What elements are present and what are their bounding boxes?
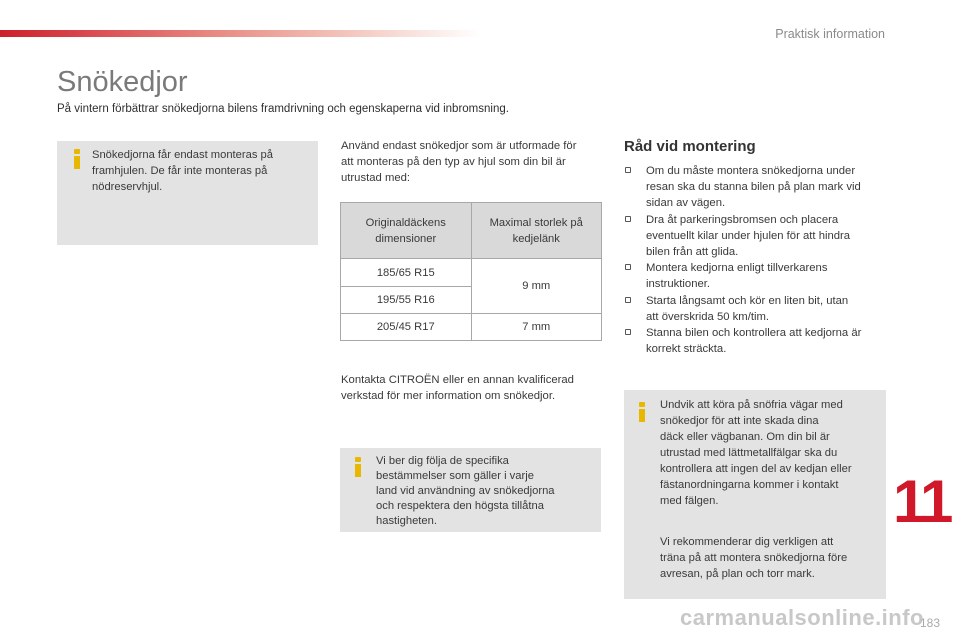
- info-line: snökedjor för att inte skada dina: [660, 415, 819, 427]
- text-line: utrustad med:: [341, 172, 411, 184]
- info-text: [92, 147, 312, 195]
- list-item: Montera kedjorna enligt tillverkarens instruktioner.: [624, 260, 889, 292]
- info-box-regulations: [340, 448, 601, 532]
- checkbox-bullet-icon: [625, 264, 631, 270]
- info-line: med fälgen.: [660, 495, 719, 507]
- info-text: [660, 534, 882, 582]
- info-line: avresan, på plan och torr mark.: [660, 568, 815, 580]
- chain-size-table: [340, 202, 602, 341]
- info-line: utrustad med lättmetallfälgar ska du: [660, 447, 838, 459]
- list-item: Starta långsamt och kör en liten bit, utan att överskrida 50 km/tim.: [624, 293, 889, 325]
- text-line: Kontakta CITROËN eller en annan kvalificerad: [341, 374, 574, 386]
- chapter-number: 11: [893, 468, 951, 535]
- advice-heading: Råd vid montering: [624, 138, 756, 155]
- info-box-snow-free-roads: [624, 390, 886, 599]
- chain-usage-text: [341, 138, 606, 186]
- contact-text: [341, 372, 606, 404]
- page-title: Snökedjor: [57, 66, 188, 98]
- info-line: kontrollera att ingen del av kedjan eller: [660, 463, 852, 475]
- info-line: Vi ber dig följa de specifika: [376, 455, 509, 467]
- list-item: Stanna bilen och kontrollera att kedjorna är korrekt sträckta.: [624, 325, 889, 357]
- info-line: däck eller vägbanan. Om din bil är: [660, 431, 830, 443]
- text-line: att monteras på den typ av hjul som din bil är: [341, 156, 566, 168]
- table-cell-size: 7 mm: [471, 314, 602, 341]
- checkbox-bullet-icon: [625, 329, 631, 335]
- table-header-link-size: Maximal storlek på kedjelänk: [471, 203, 602, 259]
- info-icon: [353, 457, 363, 477]
- info-icon: [637, 402, 647, 422]
- info-line: Undvik att köra på snöfria vägar med: [660, 399, 843, 411]
- intro-text: På vintern förbättrar snökedjorna bilens framdrivning och egenskaperna vid inbromsning.: [57, 103, 509, 115]
- list-item: Om du måste montera snökedjorna under resan ska du stanna bilen på plan mark vid sidan av vägen.: [624, 163, 889, 212]
- info-line: nödreservhjul.: [92, 181, 163, 193]
- info-line: framhjulen. De får inte monteras på: [92, 165, 268, 177]
- table-cell-tire: 205/45 R17: [341, 314, 472, 341]
- text-line: Använd endast snökedjor som är utformade för: [341, 140, 577, 152]
- text-line: verkstad för mer information om snökedjor.: [341, 390, 556, 402]
- info-line: Vi rekommenderar dig verkligen att: [660, 536, 834, 548]
- page-number: 183: [919, 616, 940, 630]
- info-line: land vid användning av snökedjorna: [376, 485, 555, 497]
- watermark: carmanualsonline.info: [680, 605, 924, 630]
- table-row: [341, 314, 602, 341]
- info-line: bestämmelser som gäller i varje: [376, 470, 534, 482]
- table-cell-size: 9 mm: [471, 259, 602, 314]
- table-header-tire: Originaldäckens dimensioner: [341, 203, 472, 259]
- checkbox-bullet-icon: [625, 167, 631, 173]
- info-text: [660, 397, 882, 509]
- info-line: och respektera den högsta tillåtna: [376, 500, 544, 512]
- list-item: Dra åt parkeringsbromsen och placera eventuellt kilar under hjulen för att hindra bilen från att glida.: [624, 212, 889, 261]
- checkbox-bullet-icon: [625, 297, 631, 303]
- info-line: Snökedjorna får endast monteras på: [92, 149, 273, 161]
- section-title: Praktisk information: [775, 27, 885, 41]
- table-cell-tire: 195/55 R16: [341, 287, 472, 314]
- info-text: [376, 454, 596, 529]
- header-accent-bar: [0, 30, 480, 37]
- info-line: fästanordningarna kommer i kontakt: [660, 479, 839, 491]
- info-icon: [72, 149, 82, 169]
- info-line: träna på att montera snökedjorna före: [660, 552, 848, 564]
- info-line: hastigheten.: [376, 515, 437, 527]
- table-cell-tire: 185/65 R15: [341, 259, 472, 287]
- info-box-front-wheels: [57, 141, 318, 245]
- checkbox-bullet-icon: [625, 216, 631, 222]
- advice-steps-list: [624, 163, 889, 357]
- table-header-row: [341, 203, 602, 259]
- table-row: [341, 259, 602, 287]
